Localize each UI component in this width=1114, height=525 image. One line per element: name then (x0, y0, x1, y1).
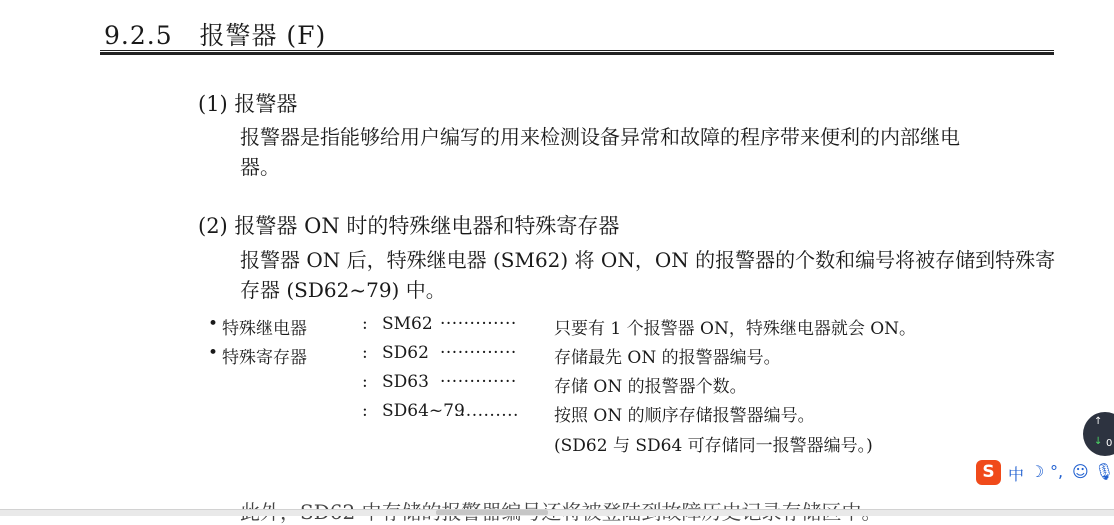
header-rule-thick (100, 52, 1054, 55)
table-row-colon: : (362, 314, 368, 334)
table-row-leader: ············· (440, 343, 517, 363)
ime-chinese-mode-toggle[interactable]: 中 (1008, 465, 1025, 484)
subsection-2-body-line1: 报警器 ON 后，特殊继电器 (SM62) 将 ON，ON 的报警器的个数和编号将被存储到特殊寄 (240, 248, 1056, 272)
table-row-colon: : (362, 372, 368, 392)
table-row-description: 按照 ON 的顺序存储报警器编号。 (554, 406, 815, 426)
table-row-bullet: • (208, 314, 219, 334)
header-rule-thin (100, 50, 1054, 51)
subsection-2-heading: (2) 报警器 ON 时的特殊继电器和特殊寄存器 (198, 214, 620, 238)
section-number: 9.2.5 (104, 21, 173, 50)
table-row-leader: ············· (440, 314, 517, 334)
table-row-bullet: • (208, 343, 219, 363)
section-title (104, 16, 326, 52)
subsection-2-body-line2: 存器 (SD62~79) 中。 (240, 278, 446, 302)
table-row-leader: ........... (454, 401, 519, 421)
table-row-register: SM62 (382, 314, 433, 334)
table-row-colon: : (362, 401, 368, 421)
table-row-leader: ············· (440, 372, 517, 392)
table-note: (SD62 与 SD64 可存储同一报警器编号。) (554, 436, 873, 456)
scroll-widget[interactable] (1083, 412, 1114, 456)
table-row-colon: : (362, 343, 368, 363)
ime-punctuation-icon[interactable]: °, (1050, 462, 1064, 481)
scroll-count: 0 (1106, 438, 1113, 449)
table-row-description: 只要有 1 个报警器 ON，特殊继电器就会 ON。 (554, 319, 917, 339)
scrollbar-thumb[interactable] (436, 510, 548, 515)
subsection-1-body-line1: 报警器是指能够给用户编写的用来检测设备异常和故障的程序带来便利的内部继电 (240, 125, 960, 149)
section-heading: 报警器 (F) (199, 21, 327, 50)
table-row-label: 特殊寄存器 (222, 348, 307, 368)
table-row-register: SD64~79 (382, 401, 465, 421)
table-row-description: 存储最先 ON 的报警器编号。 (554, 348, 781, 368)
ime-emoji-icon[interactable]: ☺ (1072, 462, 1089, 481)
table-row-description: 存储 ON 的报警器个数。 (554, 377, 747, 397)
arrow-down-icon[interactable]: ↓ (1094, 436, 1103, 447)
table-row-register: SD63 (382, 372, 429, 392)
ime-moon-icon[interactable]: ☽ (1030, 462, 1045, 481)
arrow-up-icon[interactable]: ↑ (1094, 416, 1103, 427)
subsection-1-heading: (1) 报警器 (198, 92, 298, 116)
table-row-register: SD62 (382, 343, 429, 363)
ime-microphone-icon[interactable]: 🎙 (1094, 462, 1114, 481)
table-row-label: 特殊继电器 (222, 319, 307, 339)
sogou-logo-icon[interactable]: S (976, 460, 1001, 485)
subsection-1-body-line2: 器。 (240, 155, 280, 179)
